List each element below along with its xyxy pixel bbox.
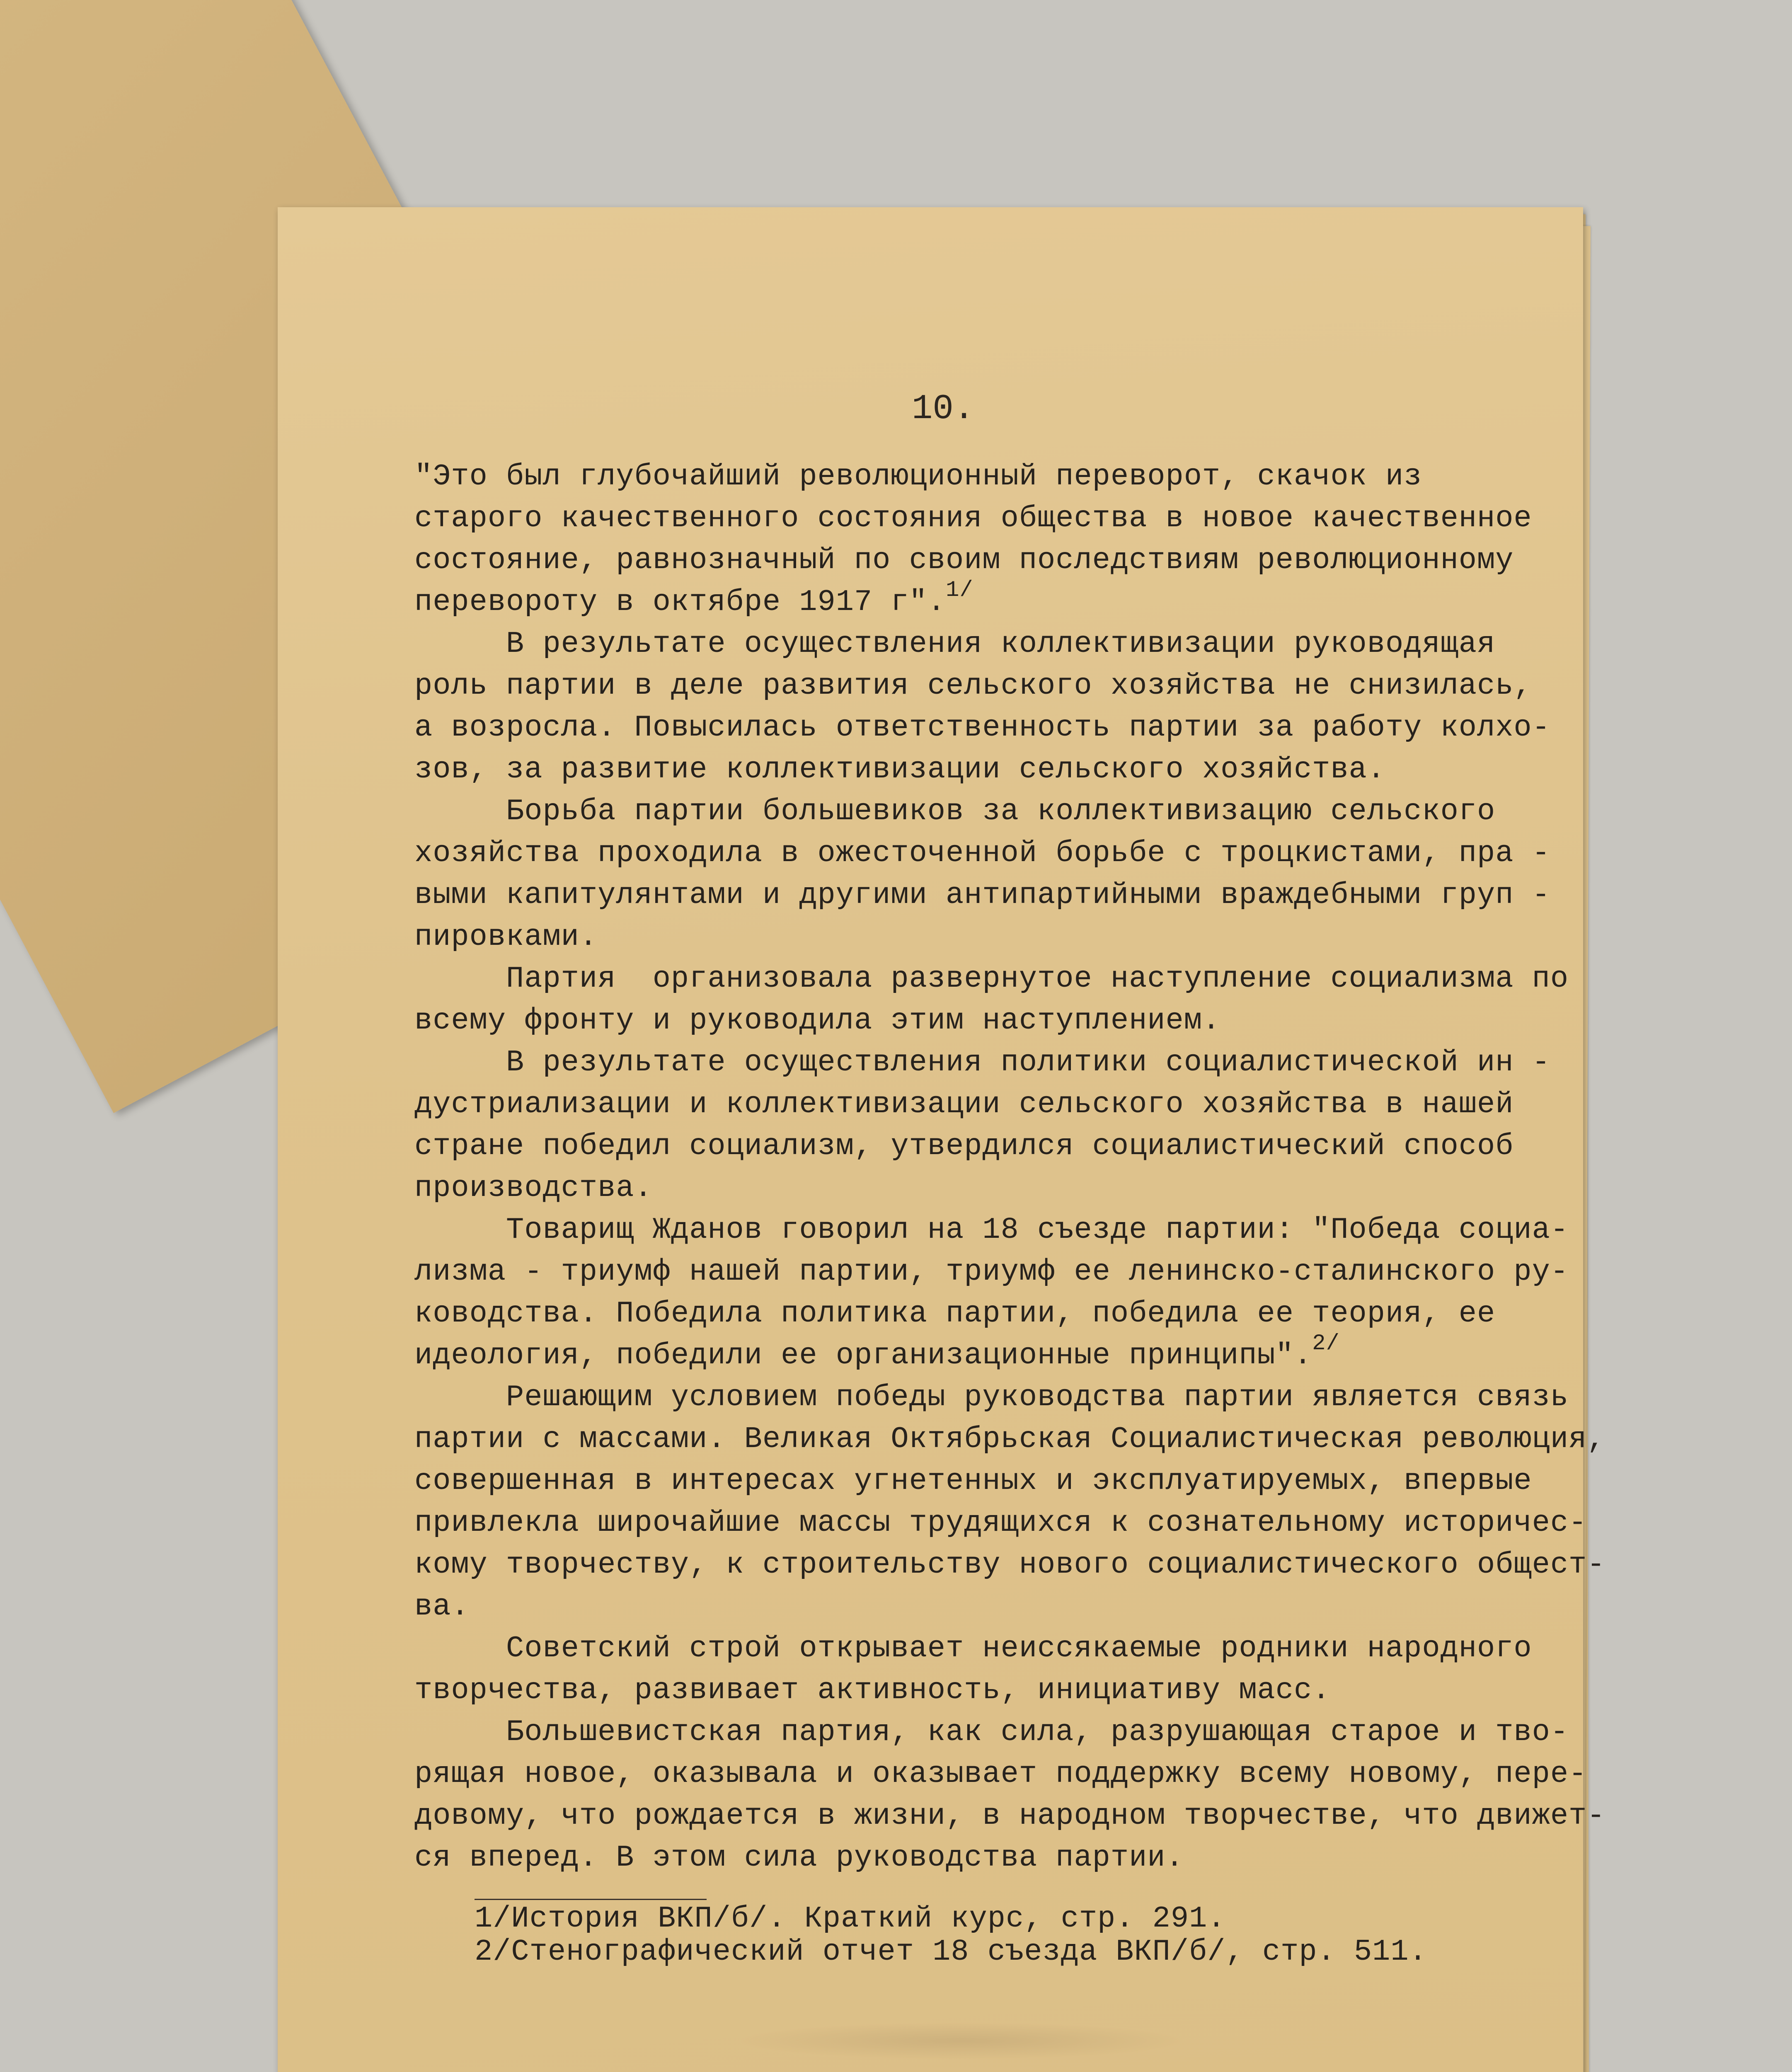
footnote-2: 2/Стенографический отчет 18 съезда ВКП/б/, стр. 511. xyxy=(475,1935,1427,1969)
text-line: Борьба партии большевиков за коллективизацию сельского xyxy=(414,794,1496,828)
ink-smudge xyxy=(734,2022,1189,2060)
text-line: рящая новое, оказывала и оказывает поддержку всему новому, пере- xyxy=(414,1757,1587,1791)
text-line: а возросла. Повысилась ответственность партии за работу колхо- xyxy=(414,711,1550,745)
text-line: Решающим условием победы руководства партии является связь xyxy=(414,1380,1569,1414)
text-line: довому, что рождается в жизни, в народном творчестве, что движет- xyxy=(414,1799,1606,1833)
text-line: творчества, развивает активность, инициативу масс. xyxy=(414,1673,1331,1707)
text-line: роль партии в деле развития сельского хозяйства не снизилась, xyxy=(414,669,1532,703)
footnote-1: 1/История ВКП/б/. Краткий курс, стр. 291. xyxy=(475,1902,1226,1936)
footnote-mark-2: 2/ xyxy=(1312,1331,1340,1356)
text-line: перевороту в октябре 1917 г". xyxy=(414,585,946,619)
text-line: Партия организовала развернутое наступление социализма по xyxy=(414,962,1569,996)
text-line: В результате осуществления политики социалистической ин - xyxy=(414,1046,1550,1080)
text-line: ся вперед. В этом сила руководства партии. xyxy=(414,1841,1184,1875)
page-number: 10. xyxy=(912,390,975,429)
text-line: ва. xyxy=(414,1590,470,1624)
text-line: выми капитулянтами и другими антипартийными враждебными груп - xyxy=(414,878,1550,912)
text-line: кому творчеству, к строительству нового социалистического общест- xyxy=(414,1548,1606,1582)
text-line: состояние, равнозначный по своим последствиям революционному xyxy=(414,543,1514,577)
text-line: совершенная в интересах угнетенных и эксплуатируемых, впервые xyxy=(414,1464,1532,1498)
text-line: старого качественного состояния общества в новое качественное xyxy=(414,501,1532,535)
text-line-with-footnote xyxy=(414,1331,1533,1377)
page-body xyxy=(414,456,1606,1879)
footnotes xyxy=(475,1902,1593,1968)
text-line: дустриализации и коллективизации сельского хозяйства в нашей xyxy=(414,1087,1514,1121)
text-line: лизма - триумф нашей партии, триумф ее ленинско-сталинского ру- xyxy=(414,1255,1569,1289)
text-line: всему фронту и руководила этим наступлением. xyxy=(414,1004,1221,1038)
text-line: привлекла широчайшие массы трудящихся к сознательному историчес- xyxy=(414,1506,1587,1540)
text-line: В результате осуществления коллективизации руководящая xyxy=(414,627,1496,661)
footnote-divider xyxy=(475,1899,707,1900)
text-line: идеология, победили ее организационные принципы". xyxy=(414,1339,1313,1372)
text-line: Товарищ Жданов говорил на 18 съезде партии: "Победа социа- xyxy=(414,1213,1569,1247)
text-line: Большевистская партия, как сила, разрушающая старое и тво- xyxy=(414,1715,1569,1749)
text-line: зов, за развитие коллективизации сельского хозяйства. xyxy=(414,753,1385,787)
background-sheet-bleedthrough xyxy=(0,0,108,102)
text-line: стране победил социализм, утвердился социалистический способ xyxy=(414,1129,1514,1163)
text-line: производства. xyxy=(414,1171,653,1205)
footnote-mark-1: 1/ xyxy=(946,578,973,603)
text-line: партии с массами. Великая Октябрьская Социалистическая революция, xyxy=(414,1422,1606,1456)
text-line: ководства. Победила политика партии, победила ее теория, ее xyxy=(414,1297,1496,1331)
text-line: пировками. xyxy=(414,920,598,954)
text-line: хозяйства проходила в ожесточенной борьбе с троцкистами, пра - xyxy=(414,836,1550,870)
typed-page xyxy=(278,207,1606,2072)
text-line-with-footnote xyxy=(414,578,1533,623)
text-line: "Это был глубочайший революционный переворот, скачок из xyxy=(414,460,1422,494)
text-line: Советский строй открывает неиссякаемые родники народного xyxy=(414,1631,1532,1665)
